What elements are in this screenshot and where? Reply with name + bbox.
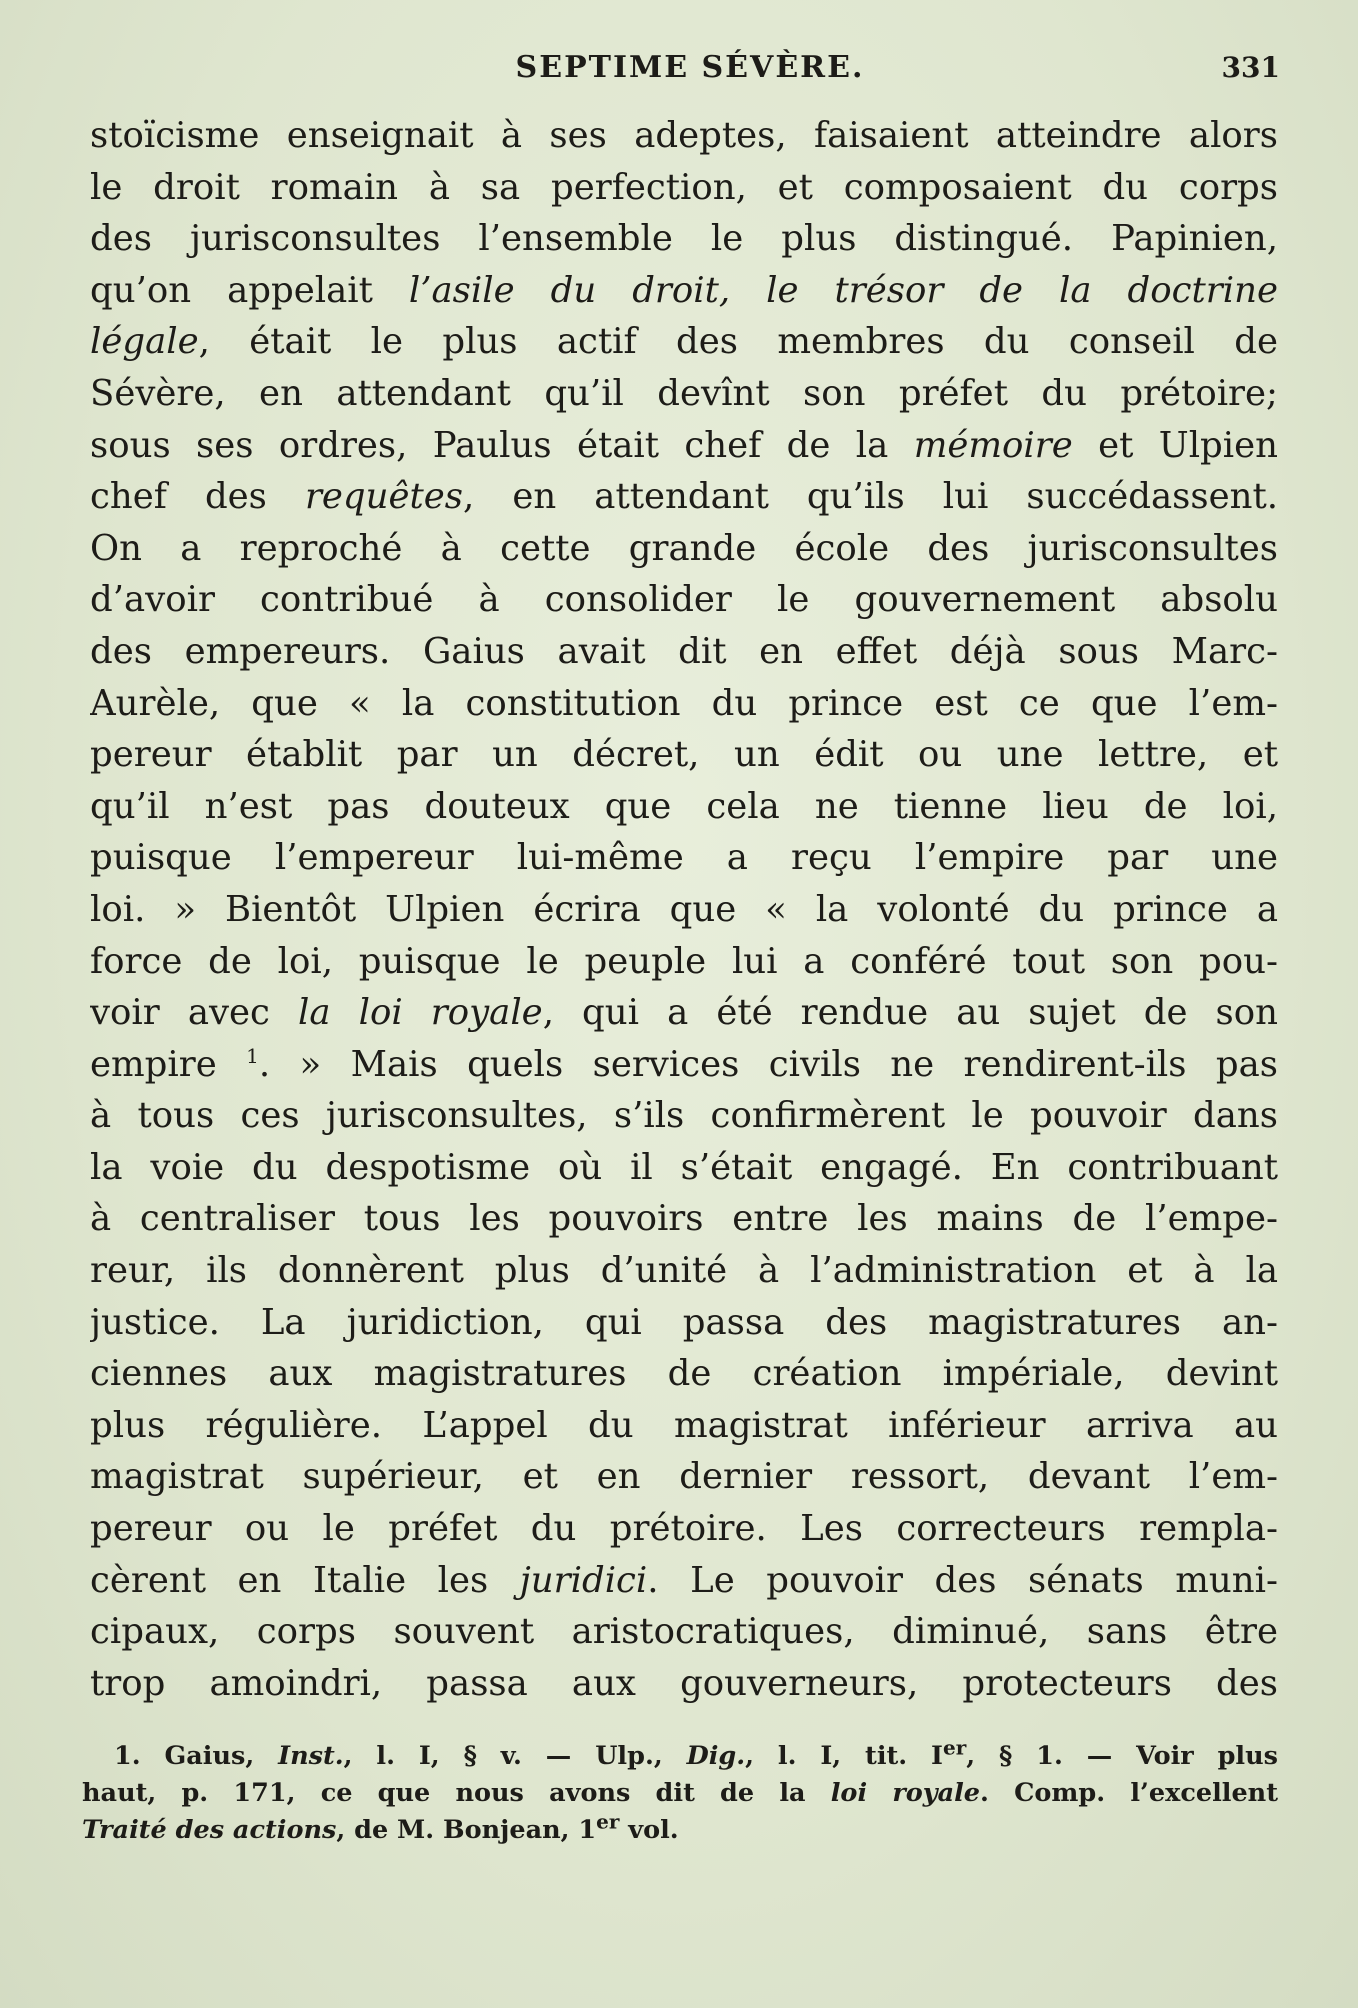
text-run: pereur ou le préfet du prétoire. Les correcteurs rempla-	[90, 1508, 1278, 1550]
footnotes	[82, 1738, 1278, 1849]
text-run: à centraliser tous les pouvoirs entre les mains de l’empe-	[90, 1198, 1278, 1240]
superscript: er	[942, 1738, 967, 1760]
superscript: 1	[246, 1043, 259, 1068]
text-run: , l. I, § v. — Ulp.,	[343, 1741, 687, 1771]
italic-text: juridici	[519, 1559, 648, 1601]
running-title: SEPTIME SÉVÈRE.	[515, 50, 865, 85]
text-line	[90, 1039, 1278, 1091]
text-run: stoïcisme enseignait à ses adeptes, faisaient atteindre alors	[90, 115, 1278, 156]
running-head	[100, 46, 1280, 90]
text-line	[90, 1348, 1278, 1400]
text-run: force de loi, puisque le peuple lui a conféré tout son pou-	[90, 940, 1278, 982]
superscript: er	[596, 1812, 620, 1834]
text-run: , de M. Bonjean, 1	[336, 1815, 597, 1845]
text-run: . Le pouvoir des sénats muni-	[647, 1559, 1278, 1601]
text-run: la voie du despotisme où il s’était engagé. En contribuant	[90, 1146, 1278, 1188]
text-line	[90, 471, 1278, 523]
text-line	[90, 162, 1278, 214]
text-line	[90, 626, 1278, 678]
italic-text: Traité des actions	[82, 1815, 337, 1845]
text-run: pereur établit par un décret, un édit ou une lettre, et	[90, 734, 1278, 776]
text-run: d’avoir contribué à consolider le gouvernement absolu	[90, 579, 1278, 621]
text-run: qu’on appelait	[90, 269, 409, 311]
italic-text: légale	[90, 321, 199, 363]
text-run: magistrat supérieur, et en dernier ressort, devant l’em-	[90, 1456, 1278, 1498]
footnote-line	[82, 1775, 1278, 1812]
text-line	[90, 110, 1278, 162]
text-run: plus régulière. L’appel du magistrat inférieur arriva au	[90, 1404, 1278, 1446]
text-line	[90, 1555, 1278, 1607]
italic-text: la loi royale	[298, 992, 543, 1034]
text-run: ciennes aux magistratures de création impériale, devint	[90, 1353, 1278, 1395]
text-line	[90, 936, 1278, 988]
text-run: puisque l’empereur lui-même a reçu l’empire par une	[90, 837, 1278, 879]
text-run: sous ses ordres, Paulus était chef de la	[90, 424, 914, 466]
text-run: reur, ils donnèrent plus d’unité à l’administration et à la	[90, 1250, 1278, 1292]
text-line	[90, 678, 1278, 730]
italic-text: mémoire	[913, 424, 1073, 466]
text-run: des jurisconsultes l’ensemble le plus distingué. Papinien,	[90, 218, 1278, 260]
text-line	[90, 1193, 1278, 1245]
text-line	[90, 1503, 1278, 1555]
text-line	[90, 1090, 1278, 1142]
italic-text: Inst.	[278, 1741, 344, 1771]
text-line	[90, 316, 1278, 368]
text-run: justice. La juridiction, qui passa des magistratures an-	[90, 1301, 1278, 1343]
italic-text: l’asile du droit, le trésor de la doctrine	[408, 269, 1278, 311]
italic-text: requêtes	[304, 476, 464, 518]
text-run: , qui a été rendue au sujet de son	[542, 992, 1278, 1034]
text-run: qu’il n’est pas douteux que cela ne tienne lieu de loi,	[90, 785, 1278, 827]
italic-text: Dig.	[686, 1741, 746, 1771]
text-run: Aurèle, que « la constitution du prince est ce que l’em-	[90, 682, 1278, 724]
text-run: . Comp. l’excellent	[980, 1778, 1278, 1808]
text-line	[90, 1245, 1278, 1297]
text-run: vol.	[619, 1815, 679, 1845]
text-run: Sévère, en attendant qu’il devînt son préfet du prétoire;	[90, 372, 1278, 414]
text-run: cèrent en Italie les	[90, 1559, 520, 1601]
text-run: trop amoindri, passa aux gouverneurs, protecteurs des	[90, 1662, 1278, 1704]
text-line	[90, 987, 1278, 1039]
body-text	[90, 110, 1278, 1709]
text-run: , § 1. — Voir plus	[966, 1741, 1278, 1771]
page-number: 331	[1221, 51, 1280, 84]
text-line	[90, 213, 1278, 265]
text-run: loi. » Bientôt Ulpien écrira que « la volonté du prince a	[90, 888, 1278, 930]
text-run: voir avec	[90, 992, 299, 1034]
text-run: et Ulpien	[1072, 424, 1278, 466]
text-line	[90, 574, 1278, 626]
text-line	[90, 368, 1278, 420]
footnote-line	[82, 1738, 1278, 1775]
text-line	[90, 1142, 1278, 1194]
text-run: cipaux, corps souvent aristocratiques, diminué, sans être	[90, 1611, 1278, 1653]
text-run: 1. Gaius,	[114, 1741, 279, 1771]
footnote-line	[82, 1812, 1278, 1849]
text-line	[90, 265, 1278, 317]
text-run: On a reproché à cette grande école des jurisconsultes	[90, 527, 1278, 569]
text-line	[90, 420, 1278, 472]
text-line	[90, 832, 1278, 884]
text-run: haut, p. 171, ce que nous avons dit de la	[82, 1778, 831, 1808]
text-line	[90, 884, 1278, 936]
text-run: , était le plus actif des membres du conseil de	[198, 321, 1278, 363]
text-run: chef des	[90, 476, 305, 518]
text-line	[90, 1400, 1278, 1452]
text-line	[90, 1297, 1278, 1349]
text-line	[90, 781, 1278, 833]
text-run: des empereurs. Gaius avait dit en effet déjà sous Marc-	[90, 630, 1278, 672]
text-run: empire	[90, 1043, 247, 1085]
text-line	[90, 1451, 1278, 1503]
footnote-indent	[82, 1738, 1278, 1771]
text-run: . » Mais quels services civils ne rendirent-ils pas	[258, 1043, 1278, 1085]
text-run: , l. I, tit. I	[745, 1741, 943, 1771]
italic-text: loi royale	[830, 1778, 981, 1808]
text-line	[90, 729, 1278, 781]
text-line	[90, 1658, 1278, 1710]
text-run: , en attendant qu’ils lui succédassent.	[463, 476, 1278, 518]
text-line	[90, 1606, 1278, 1658]
text-run: à tous ces jurisconsultes, s’ils confirmèrent le pouvoir dans	[90, 1095, 1278, 1137]
text-line	[90, 523, 1278, 575]
text-run: le droit romain à sa perfection, et composaient du corps	[90, 166, 1278, 208]
